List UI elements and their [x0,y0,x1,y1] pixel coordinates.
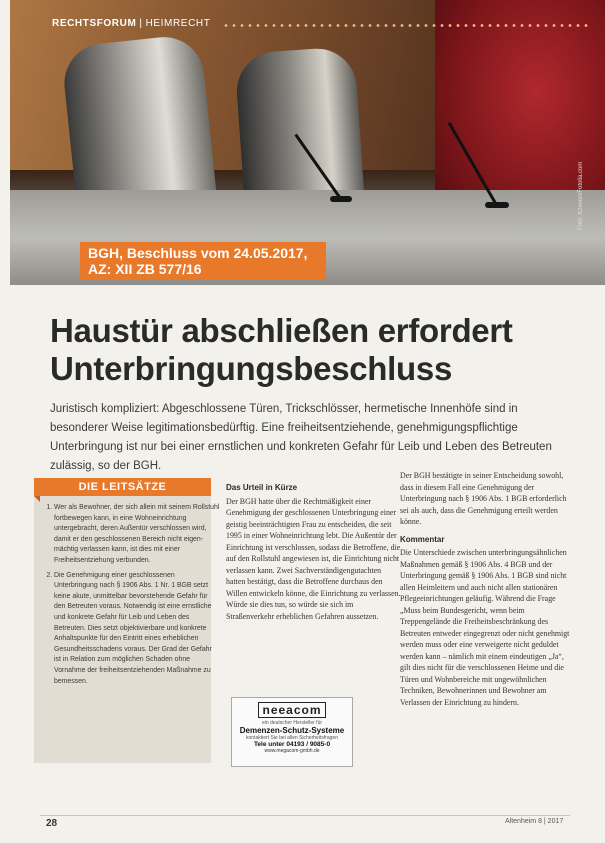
commentary-text: Die Unterschiede zwischen unterbringungsähnlichen Maßnahmen gemäß § 1906 Abs. 4 BGB und der Unterbringung gemäß § 1906 Abs. 1 BGB sind nicht allen Heimleitern und auch nicht allen stationären Pflegeeinrichtungen geläufig. Während die Frage „Muss beim Bundesgericht, wenn beim Treppengelände die Freiheitsbeschränkung des Betreuten entweder eingegrenzt oder nicht genehmigt werden muss oder eine verweigerte nicht geduldet werden kann – nämlich mit einem eindeutigen „Ja“, gilt dies nicht für die verschlossenen Heime und die Türen und Wohnbereiche mit ungewöhnlichen Techniken, Bewohnerinnen und Bewohner am Verlassen der Einrichtung zu hindern. [400,548,570,707]
column-verdict [226,482,401,628]
ad-phone: Tele unter 04193 / 9085-0 [253,741,331,748]
advertisement[interactable] [231,697,353,767]
photo-credit: Foto: Kzenon/Fotolia.com [578,161,584,230]
ad-product: Demenzen-Schutz-Systeme [239,726,345,735]
ruling-docket: AZ: XII ZB 577/16 [88,261,202,277]
commentary-heading: Kommentar [400,534,445,544]
page-number: 28 [46,818,58,829]
verdict-heading: Das Urteil in Kürze [226,483,298,492]
headline-line-1: Haustür abschließen erfordert [50,312,513,349]
publication-info: Altenheim 8 | 2017 [505,818,564,825]
section-rubric [52,18,210,29]
decision-text: Der BGH bestätigte in seiner Entscheidung sowohl, dass in diesem Fall eine Genehmigung der Unterbringung nach § 1906 Abs. 1 BGB erforderlich sei als auch, dass die Genehmigung erteilt werden könne. [400,471,567,526]
ad-website-link[interactable]: www.megacom-gmbh.de [264,748,320,754]
rubric-label: RECHTSFORUM [52,18,137,29]
ruling-date: BGH, Beschluss vom 24.05.2017, [88,245,308,261]
sidebar-title: DIE LEITSÄTZE [34,478,211,496]
article-headline [50,312,570,388]
ad-logo: neeacom [232,702,352,718]
ad-tagline: ein deutscher Hersteller für [261,720,323,726]
ad-note: kontaktiert Sie bei allen Sicherheitsfragen [246,735,338,741]
headline-line-2: Unterbringungsbeschluss [50,350,452,387]
ruling-banner [80,242,326,280]
dotted-rule [222,24,592,27]
article-intro: Juristisch kompliziert: Abgeschlossene Türen, Trickschlösser, hermetische Innenhöfe sind in besonderer Weise legitimationsbedürftig. Eine freiheitsentziehende, genehmigungspflichtige Unterbringung ist nur bei einer ernstlichen und konkreten Gefahr für Leib und Leben des Betreuten zulässig, so der BGH. [50,403,552,472]
subrubric-label: HEIMRECHT [145,18,211,29]
rubric-separator: | [139,18,143,29]
footer-divider [40,815,570,816]
verdict-text: Der BGH hatte über die Rechtmäßigkeit einer Genehmigung der geschlossenen Unterbringung einer geistig beeinträchtigten Frau zu entscheiden, die seit 1995 in einer Wohneinrichtung lebt. Die Außentür der Einrichtung ist verschlossen, sodass die Betroffene, die auf den Rollstuhl angewiesen ist, die Einrichtung nicht verlassen kann. Zwei Sachverständigengutachten hatten bestätigt, dass die Betroffene durchaus den Willen entwickeln könne, die Einrichtung zu verlassen. Würde sie dies tun, so würde sie sich im Straßenverkehr erheblichen Gefahren aussetzen. [226,496,401,621]
sidebar-item: 1. Wer als Bewohner, der sich allein mit seinem Rollstuhl fortbewegen kann, in eine Wohneinrichtung untergebracht, deren Außentür verschlossen wird, damit er den geschlossenen Bereich nicht eigen-mächtig verlassen kann, ist dies mit einer Freiheitsentziehung verbunden. [54,503,220,567]
sidebar-list [40,503,220,691]
column-commentary [400,470,570,714]
sidebar-item: 2. Die Genehmigung einer geschlossenen Unterbringung nach § 1906 Abs. 1 Nr. 1 BGB setzt keine akute, unmittelbar bevorstehende Gefahr für den Betreuten voraus. Notwendig ist eine ernstliche und konkrete Gefahr für Leib und Leben des Betreuten. Dies setzt objektivierbare und konkrete Anhaltspunkte für den Eintritt eines erheblichen Gesundheitsschadens voraus. Der Grad der Gefahr ist in Relation zum möglichen Schaden ohne Vornahme der freiheitsentziehenden Maßnahme zu bemessen. [54,571,220,688]
